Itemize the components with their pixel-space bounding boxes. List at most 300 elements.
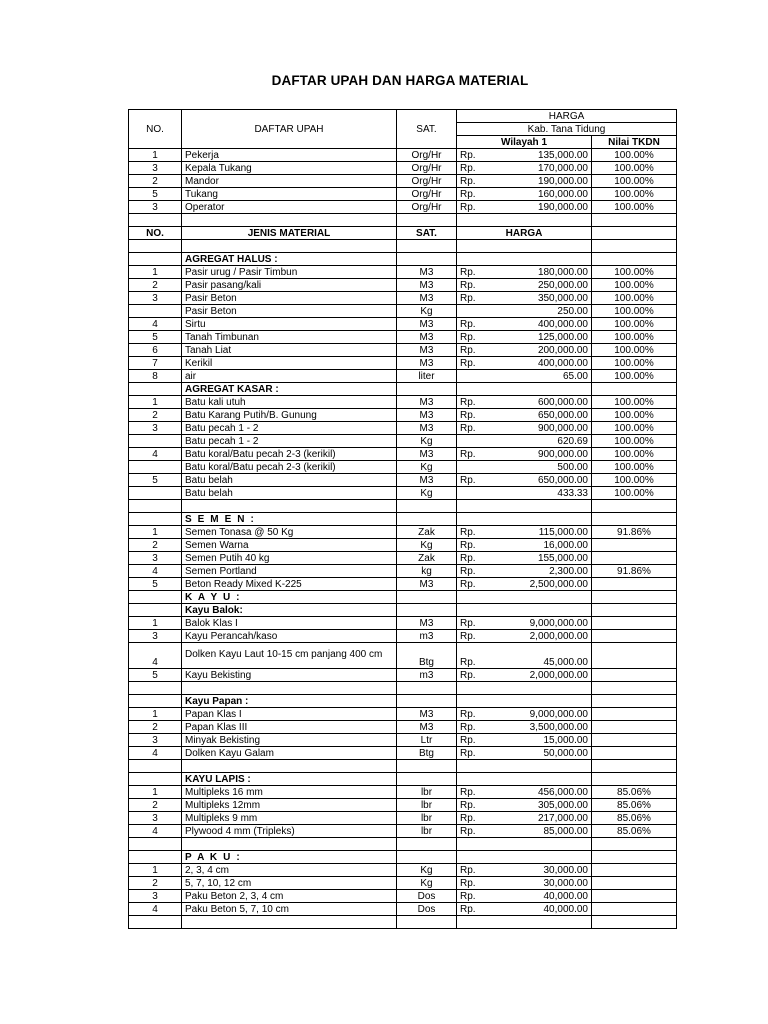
blank-row — [129, 240, 677, 253]
material-row — [129, 825, 677, 838]
row-unit: Org/Hr — [397, 188, 457, 201]
price-table — [128, 109, 677, 929]
row-no: 3 — [129, 734, 182, 747]
empty-cell — [497, 513, 592, 526]
material-row — [129, 890, 677, 903]
empty-cell — [129, 682, 182, 695]
row-price: 650,000.00 — [497, 409, 592, 422]
row-name: Dolken Kayu Galam — [182, 747, 397, 760]
empty-cell — [457, 916, 497, 929]
row-name: 2, 3, 4 cm — [182, 864, 397, 877]
row-name: Kepala Tukang — [182, 162, 397, 175]
row-no: 4 — [129, 643, 182, 669]
empty-cell — [592, 682, 677, 695]
row-no: 2 — [129, 721, 182, 734]
row-unit: Org/Hr — [397, 201, 457, 214]
row-tkdn: 100.00% — [592, 474, 677, 487]
section-heading — [129, 604, 677, 617]
row-currency: Rp. — [457, 825, 497, 838]
material-row — [129, 344, 677, 357]
row-name: Tukang — [182, 188, 397, 201]
row-currency: Rp. — [457, 318, 497, 331]
row-name: Pekerja — [182, 149, 397, 162]
empty-cell — [397, 604, 457, 617]
row-tkdn — [592, 552, 677, 565]
row-name: Tanah Liat — [182, 344, 397, 357]
material-row — [129, 396, 677, 409]
row-tkdn — [592, 630, 677, 643]
section-title: KAYU LAPIS : — [182, 773, 397, 786]
row-name: Pasir Beton — [182, 292, 397, 305]
empty-cell — [129, 240, 182, 253]
upah-row — [129, 162, 677, 175]
empty-cell — [397, 253, 457, 266]
row-currency: Rp. — [457, 162, 497, 175]
row-no: 1 — [129, 266, 182, 279]
row-unit: M3 — [397, 396, 457, 409]
header-harga: HARGA — [457, 110, 677, 123]
row-name: Mandor — [182, 175, 397, 188]
row-currency: Rp. — [457, 396, 497, 409]
section-heading — [129, 513, 677, 526]
empty-cell — [129, 513, 182, 526]
row-tkdn — [592, 643, 677, 669]
row-name: Pasir Beton — [182, 305, 397, 318]
empty-cell — [497, 773, 592, 786]
row-unit: Kg — [397, 487, 457, 500]
row-unit: liter — [397, 370, 457, 383]
empty-cell — [457, 500, 497, 513]
row-name: Batu koral/Batu pecah 2-3 (kerikil) — [182, 461, 397, 474]
row-no — [129, 487, 182, 500]
row-currency: Rp. — [457, 448, 497, 461]
row-currency: Rp. — [457, 201, 497, 214]
row-price: 155,000.00 — [497, 552, 592, 565]
row-name: Balok Klas I — [182, 617, 397, 630]
row-name: Batu belah — [182, 474, 397, 487]
row-price: 433.33 — [497, 487, 592, 500]
row-no: 3 — [129, 890, 182, 903]
row-price: 40,000.00 — [497, 890, 592, 903]
material-row — [129, 266, 677, 279]
row-name: air — [182, 370, 397, 383]
row-tkdn: 100.00% — [592, 396, 677, 409]
material-row — [129, 669, 677, 682]
row-price: 65.00 — [497, 370, 592, 383]
row-name: Semen Tonasa @ 50 Kg — [182, 526, 397, 539]
row-no: 5 — [129, 474, 182, 487]
header-row-1 — [129, 110, 677, 123]
empty-cell — [497, 916, 592, 929]
row-no: 7 — [129, 357, 182, 370]
row-tkdn: 100.00% — [592, 370, 677, 383]
row-name: Batu pecah 1 - 2 — [182, 422, 397, 435]
row-currency: Rp. — [457, 786, 497, 799]
row-currency: Rp. — [457, 331, 497, 344]
empty-cell — [457, 604, 497, 617]
row-tkdn: 100.00% — [592, 305, 677, 318]
material-row — [129, 617, 677, 630]
upah-row — [129, 175, 677, 188]
row-price: 2,500,000.00 — [497, 578, 592, 591]
empty-cell — [397, 695, 457, 708]
row-currency: Rp. — [457, 643, 497, 669]
row-price: 456,000.00 — [497, 786, 592, 799]
row-tkdn: 100.00% — [592, 435, 677, 448]
empty-cell — [129, 838, 182, 851]
row-currency: Rp. — [457, 188, 497, 201]
row-tkdn: 100.00% — [592, 318, 677, 331]
row-currency: Rp. — [457, 149, 497, 162]
empty-cell — [129, 773, 182, 786]
row-no: 3 — [129, 630, 182, 643]
blank-row — [129, 838, 677, 851]
row-price: 200,000.00 — [497, 344, 592, 357]
material-row — [129, 565, 677, 578]
row-price: 180,000.00 — [497, 266, 592, 279]
empty-cell — [129, 851, 182, 864]
row-price: 3,500,000.00 — [497, 721, 592, 734]
row-unit: kg — [397, 565, 457, 578]
row-tkdn — [592, 864, 677, 877]
row-currency: Rp. — [457, 890, 497, 903]
row-unit: M3 — [397, 344, 457, 357]
row-name: Semen Portland — [182, 565, 397, 578]
row-no: 1 — [129, 708, 182, 721]
header-wilayah: Wilayah 1 — [457, 136, 592, 149]
row-no: 1 — [129, 526, 182, 539]
row-name: Paku Beton 2, 3, 4 cm — [182, 890, 397, 903]
row-unit: Kg — [397, 539, 457, 552]
material-row — [129, 903, 677, 916]
empty-cell — [497, 253, 592, 266]
row-unit: m3 — [397, 630, 457, 643]
section-title: AGREGAT HALUS : — [182, 253, 397, 266]
material-row — [129, 487, 677, 500]
row-no: 2 — [129, 877, 182, 890]
row-currency: Rp. — [457, 877, 497, 890]
empty-cell — [182, 500, 397, 513]
row-name: Paku Beton 5, 7, 10 cm — [182, 903, 397, 916]
row-no — [129, 435, 182, 448]
row-price: 135,000.00 — [497, 149, 592, 162]
row-price: 2,300.00 — [497, 565, 592, 578]
row-currency: Rp. — [457, 747, 497, 760]
header-row-material — [129, 227, 677, 240]
row-name: Beton Ready Mixed K-225 — [182, 578, 397, 591]
row-currency — [457, 370, 497, 383]
row-name: Kerikil — [182, 357, 397, 370]
empty-cell — [397, 214, 457, 227]
row-unit: lbr — [397, 786, 457, 799]
row-tkdn: 100.00% — [592, 422, 677, 435]
material-row — [129, 539, 677, 552]
empty-cell — [397, 773, 457, 786]
row-price: 30,000.00 — [497, 877, 592, 890]
row-no: 2 — [129, 409, 182, 422]
empty-cell — [129, 916, 182, 929]
empty-cell — [457, 773, 497, 786]
row-no: 3 — [129, 812, 182, 825]
empty-cell — [592, 760, 677, 773]
empty-cell — [129, 695, 182, 708]
row-unit: M3 — [397, 474, 457, 487]
row-tkdn — [592, 903, 677, 916]
section-title: K A Y U : — [182, 591, 397, 604]
row-currency: Rp. — [457, 903, 497, 916]
empty-cell — [397, 240, 457, 253]
row-tkdn — [592, 734, 677, 747]
row-no: 6 — [129, 344, 182, 357]
row-unit: M3 — [397, 279, 457, 292]
row-unit: Kg — [397, 435, 457, 448]
row-currency: Rp. — [457, 812, 497, 825]
row-no — [129, 461, 182, 474]
row-no: 3 — [129, 292, 182, 305]
empty-cell — [497, 214, 592, 227]
row-unit: Kg — [397, 305, 457, 318]
header-kab: Kab. Tana Tidung — [457, 123, 677, 136]
row-price: 350,000.00 — [497, 292, 592, 305]
row-price: 500.00 — [497, 461, 592, 474]
material-row — [129, 734, 677, 747]
empty-cell — [497, 851, 592, 864]
row-price: 190,000.00 — [497, 201, 592, 214]
row-tkdn: 100.00% — [592, 409, 677, 422]
empty-cell — [397, 916, 457, 929]
row-price: 250.00 — [497, 305, 592, 318]
row-name: Batu koral/Batu pecah 2-3 (kerikil) — [182, 448, 397, 461]
row-no: 1 — [129, 396, 182, 409]
row-name: Pasir pasang/kali — [182, 279, 397, 292]
empty-cell — [397, 383, 457, 396]
row-tkdn: 100.00% — [592, 279, 677, 292]
section-heading — [129, 773, 677, 786]
empty-cell — [129, 604, 182, 617]
row-currency: Rp. — [457, 630, 497, 643]
row-unit: M3 — [397, 721, 457, 734]
row-no: 2 — [129, 279, 182, 292]
empty-cell — [497, 838, 592, 851]
row-no: 2 — [129, 539, 182, 552]
row-name: Papan Klas III — [182, 721, 397, 734]
row-name: Plywood 4 mm (Tripleks) — [182, 825, 397, 838]
row-no — [129, 305, 182, 318]
page-title: DAFTAR UPAH DAN HARGA MATERIAL — [271, 73, 529, 88]
empty-cell — [397, 851, 457, 864]
empty-cell — [592, 253, 677, 266]
material-row — [129, 474, 677, 487]
row-price: 9,000,000.00 — [497, 617, 592, 630]
empty-cell — [457, 383, 497, 396]
row-price: 16,000.00 — [497, 539, 592, 552]
row-unit: lbr — [397, 825, 457, 838]
row-price: 115,000.00 — [497, 526, 592, 539]
empty-cell — [592, 604, 677, 617]
empty-cell — [592, 695, 677, 708]
empty-cell — [457, 695, 497, 708]
row-currency — [457, 435, 497, 448]
header-no: NO. — [129, 227, 182, 240]
header-jenis-material: JENIS MATERIAL — [182, 227, 397, 240]
row-currency: Rp. — [457, 864, 497, 877]
row-no: 5 — [129, 331, 182, 344]
material-row — [129, 578, 677, 591]
row-tkdn: 100.00% — [592, 292, 677, 305]
blank-row — [129, 760, 677, 773]
row-unit: Btg — [397, 643, 457, 669]
row-price: 85,000.00 — [497, 825, 592, 838]
row-tkdn: 85.06% — [592, 786, 677, 799]
row-no: 4 — [129, 448, 182, 461]
header-sat: SAT. — [397, 227, 457, 240]
row-currency — [457, 461, 497, 474]
row-unit: Org/Hr — [397, 175, 457, 188]
row-name: Batu kali utuh — [182, 396, 397, 409]
row-unit: Dos — [397, 890, 457, 903]
empty-cell — [592, 214, 677, 227]
row-tkdn: 100.00% — [592, 357, 677, 370]
blank-row — [129, 916, 677, 929]
row-price: 9,000,000.00 — [497, 708, 592, 721]
empty-cell — [592, 773, 677, 786]
material-row — [129, 877, 677, 890]
row-unit: M3 — [397, 617, 457, 630]
row-price: 50,000.00 — [497, 747, 592, 760]
row-unit: M3 — [397, 318, 457, 331]
row-tkdn: 85.06% — [592, 812, 677, 825]
row-tkdn: 100.00% — [592, 149, 677, 162]
row-name: Dolken Kayu Laut 10-15 cm panjang 400 cm — [182, 643, 397, 669]
material-row — [129, 461, 677, 474]
header-no: NO. — [129, 110, 182, 149]
row-name: 5, 7, 10, 12 cm — [182, 877, 397, 890]
row-name: Tanah Timbunan — [182, 331, 397, 344]
row-no: 3 — [129, 162, 182, 175]
material-row — [129, 370, 677, 383]
material-row — [129, 357, 677, 370]
empty-cell — [457, 591, 497, 604]
empty-cell — [397, 682, 457, 695]
row-unit: Kg — [397, 864, 457, 877]
row-currency: Rp. — [457, 175, 497, 188]
section-heading — [129, 591, 677, 604]
row-tkdn — [592, 721, 677, 734]
row-no: 4 — [129, 825, 182, 838]
row-price: 620.69 — [497, 435, 592, 448]
row-tkdn: 100.00% — [592, 331, 677, 344]
row-no: 3 — [129, 422, 182, 435]
empty-cell — [129, 253, 182, 266]
row-name: Semen Warna — [182, 539, 397, 552]
row-tkdn: 100.00% — [592, 487, 677, 500]
row-tkdn — [592, 890, 677, 903]
row-price: 600,000.00 — [497, 396, 592, 409]
row-name: Batu pecah 1 - 2 — [182, 435, 397, 448]
empty-cell — [497, 760, 592, 773]
row-no: 3 — [129, 201, 182, 214]
row-name: Papan Klas I — [182, 708, 397, 721]
row-tkdn: 85.06% — [592, 825, 677, 838]
upah-row — [129, 149, 677, 162]
material-row — [129, 409, 677, 422]
material-row — [129, 721, 677, 734]
row-no: 1 — [129, 864, 182, 877]
row-no: 4 — [129, 318, 182, 331]
row-price: 305,000.00 — [497, 799, 592, 812]
row-currency: Rp. — [457, 422, 497, 435]
row-tkdn — [592, 708, 677, 721]
empty-cell — [457, 253, 497, 266]
empty-cell — [182, 682, 397, 695]
empty-cell — [497, 240, 592, 253]
material-row — [129, 331, 677, 344]
row-tkdn: 91.86% — [592, 565, 677, 578]
row-currency — [457, 305, 497, 318]
row-currency: Rp. — [457, 708, 497, 721]
row-currency: Rp. — [457, 721, 497, 734]
row-no: 1 — [129, 617, 182, 630]
empty-cell — [457, 240, 497, 253]
row-name: Operator — [182, 201, 397, 214]
empty-cell — [397, 838, 457, 851]
row-tkdn: 85.06% — [592, 799, 677, 812]
empty-cell — [497, 604, 592, 617]
empty-cell — [457, 760, 497, 773]
row-no: 1 — [129, 786, 182, 799]
empty-cell — [592, 383, 677, 396]
row-currency: Rp. — [457, 344, 497, 357]
material-row — [129, 435, 677, 448]
empty-cell — [592, 838, 677, 851]
upah-row — [129, 201, 677, 214]
row-unit: Dos — [397, 903, 457, 916]
row-price: 45,000.00 — [497, 643, 592, 669]
row-unit: Org/Hr — [397, 162, 457, 175]
empty-cell — [182, 916, 397, 929]
row-price: 2,000,000.00 — [497, 630, 592, 643]
row-price: 900,000.00 — [497, 448, 592, 461]
row-name: Semen Putih 40 kg — [182, 552, 397, 565]
empty-cell — [497, 695, 592, 708]
empty-cell — [129, 383, 182, 396]
material-row — [129, 448, 677, 461]
row-currency: Rp. — [457, 539, 497, 552]
empty-cell — [182, 240, 397, 253]
row-no: 5 — [129, 188, 182, 201]
row-price: 160,000.00 — [497, 188, 592, 201]
empty-cell — [592, 851, 677, 864]
empty-cell — [457, 851, 497, 864]
row-tkdn: 100.00% — [592, 175, 677, 188]
row-currency: Rp. — [457, 552, 497, 565]
row-currency: Rp. — [457, 734, 497, 747]
row-unit: M3 — [397, 448, 457, 461]
material-row — [129, 786, 677, 799]
row-currency: Rp. — [457, 617, 497, 630]
row-currency: Rp. — [457, 409, 497, 422]
material-row — [129, 526, 677, 539]
row-currency: Rp. — [457, 799, 497, 812]
row-unit: Btg — [397, 747, 457, 760]
material-row — [129, 812, 677, 825]
row-tkdn — [592, 578, 677, 591]
row-name: Sirtu — [182, 318, 397, 331]
row-name: Kayu Bekisting — [182, 669, 397, 682]
row-tkdn — [592, 617, 677, 630]
empty-cell — [129, 214, 182, 227]
material-row — [129, 305, 677, 318]
